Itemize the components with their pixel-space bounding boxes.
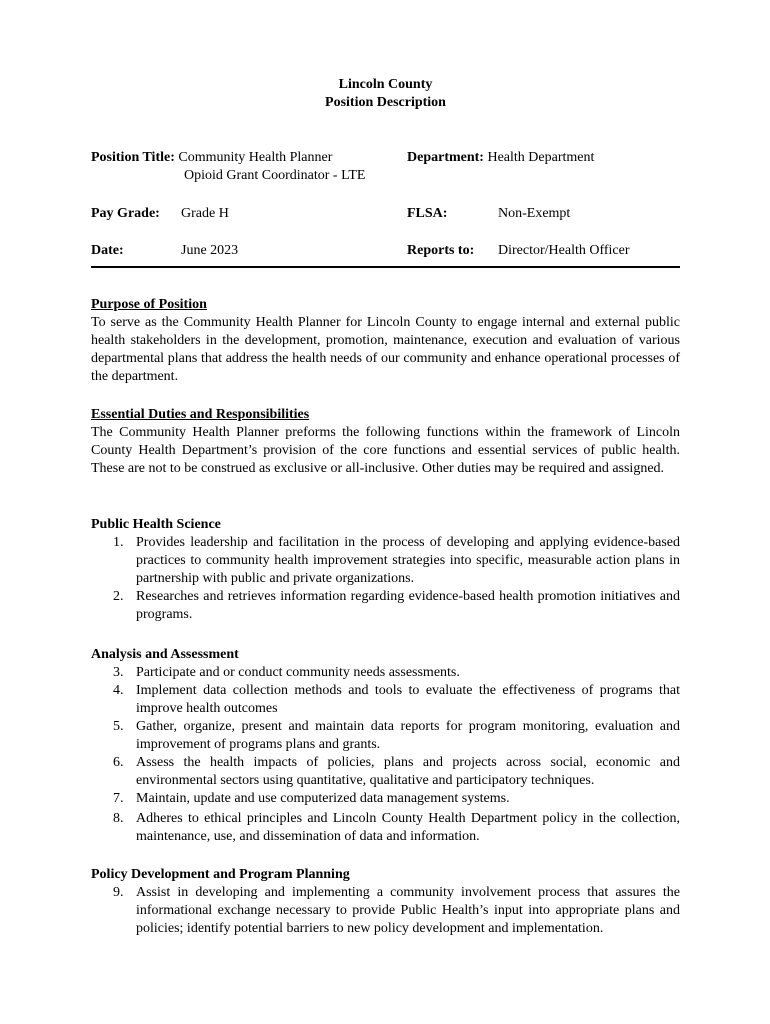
purpose-section	[91, 296, 680, 386]
doc-type: Position Description	[325, 95, 446, 110]
list-item-number: 8.	[113, 811, 124, 826]
list-item-number: 2.	[113, 589, 124, 604]
public-health-science-list	[91, 534, 680, 624]
public-health-science-section	[91, 516, 680, 624]
list-item-text: Assess the health impacts of policies, plans and projects across social, economic and environmental sectors using quantitative, qualitative and participatory techniques.	[136, 755, 680, 788]
position-title-value-line2: Opioid Grant Coordinator - LTE	[184, 168, 366, 183]
purpose-heading: Purpose of Position	[91, 297, 207, 312]
list-item-number: 3.	[113, 665, 124, 680]
public-health-science-heading: Public Health Science	[91, 517, 221, 532]
document-page	[91, 76, 680, 936]
list-item-text: Gather, organize, present and maintain data reports for program monitoring, evaluation and improvement of programs plans and grants.	[136, 719, 680, 752]
list-item-text: Participate and or conduct community needs assessments.	[136, 665, 460, 680]
position-title-label: Position Title:	[91, 150, 175, 165]
list-item-number: 6.	[113, 755, 124, 770]
document-title-block	[91, 76, 680, 112]
purpose-text: To serve as the Community Health Planner for Lincoln County to engage internal and external public health stakeholders in the development, promotion, maintenance, execution and evaluation of various departmental plans that address the health needs of our community and enhance operational processes of the department.	[91, 315, 680, 384]
list-item-number: 1.	[113, 535, 124, 550]
essential-duties-text: The Community Health Planner preforms the following functions within the framework of Lincoln County Health Department’s provision of the core functions and essential services of public health. These are not to be construed as exclusive or all-inclusive. Other duties may be required and assigned.	[91, 425, 680, 476]
list-item-number: 9.	[113, 885, 124, 900]
list-item	[91, 664, 680, 682]
list-item-text: Implement data collection methods and tools to evaluate the effectiveness of programs that improve health outcomes	[136, 683, 680, 716]
essential-duties-section	[91, 406, 680, 478]
pay-grade-label: Pay Grade:	[91, 206, 160, 221]
policy-development-list	[91, 884, 680, 938]
date-label: Date:	[91, 243, 124, 258]
position-title-field	[91, 149, 332, 167]
position-title-value-line1: Community Health Planner	[178, 150, 333, 165]
department-value: Health Department	[487, 150, 595, 165]
org-name: Lincoln County	[338, 77, 433, 92]
reports-to-value: Director/Health Officer	[498, 243, 630, 258]
pay-grade-value: Grade H	[181, 206, 229, 221]
analysis-assessment-heading: Analysis and Assessment	[91, 647, 239, 662]
policy-development-heading: Policy Development and Program Planning	[91, 867, 350, 882]
flsa-label: FLSA:	[407, 206, 448, 221]
essential-duties-heading: Essential Duties and Responsibilities	[91, 407, 310, 422]
list-item	[91, 790, 680, 808]
department-field	[407, 149, 594, 167]
list-item-number: 4.	[113, 683, 124, 698]
department-label: Department:	[407, 150, 484, 165]
flsa-value: Non-Exempt	[498, 206, 571, 221]
position-header	[91, 149, 680, 271]
list-item	[91, 884, 680, 938]
analysis-assessment-section	[91, 646, 680, 846]
analysis-assessment-list	[91, 664, 680, 846]
list-item-text: Maintain, update and use computerized data management systems.	[136, 791, 510, 806]
list-item-text: Assist in developing and implementing a community involvement process that assures the informational exchange necessary to provide Public Health’s input into appropriate plans and policies; identify potential barriers to new policy development and implementation.	[136, 885, 680, 936]
list-item-number: 5.	[113, 719, 124, 734]
list-item	[91, 810, 680, 846]
list-item-text: Provides leadership and facilitation in the process of developing and applying evidence-based practices to community health improvement strategies into specific, measurable action plans in partnership with public and private organizations.	[136, 535, 680, 586]
list-item	[91, 754, 680, 790]
list-item	[91, 718, 680, 754]
header-divider	[91, 266, 680, 268]
list-item-number: 7.	[113, 791, 124, 806]
policy-development-section	[91, 866, 680, 938]
list-item	[91, 588, 680, 624]
list-item-text: Adheres to ethical principles and Lincoln County Health Department policy in the collection, maintenance, use, and dissemination of data and information.	[136, 811, 680, 844]
reports-to-label: Reports to:	[407, 243, 475, 258]
list-item	[91, 682, 680, 718]
list-item	[91, 534, 680, 588]
list-item-text: Researches and retrieves information regarding evidence-based health promotion initiatives and programs.	[136, 589, 680, 622]
date-value: June 2023	[181, 243, 239, 258]
